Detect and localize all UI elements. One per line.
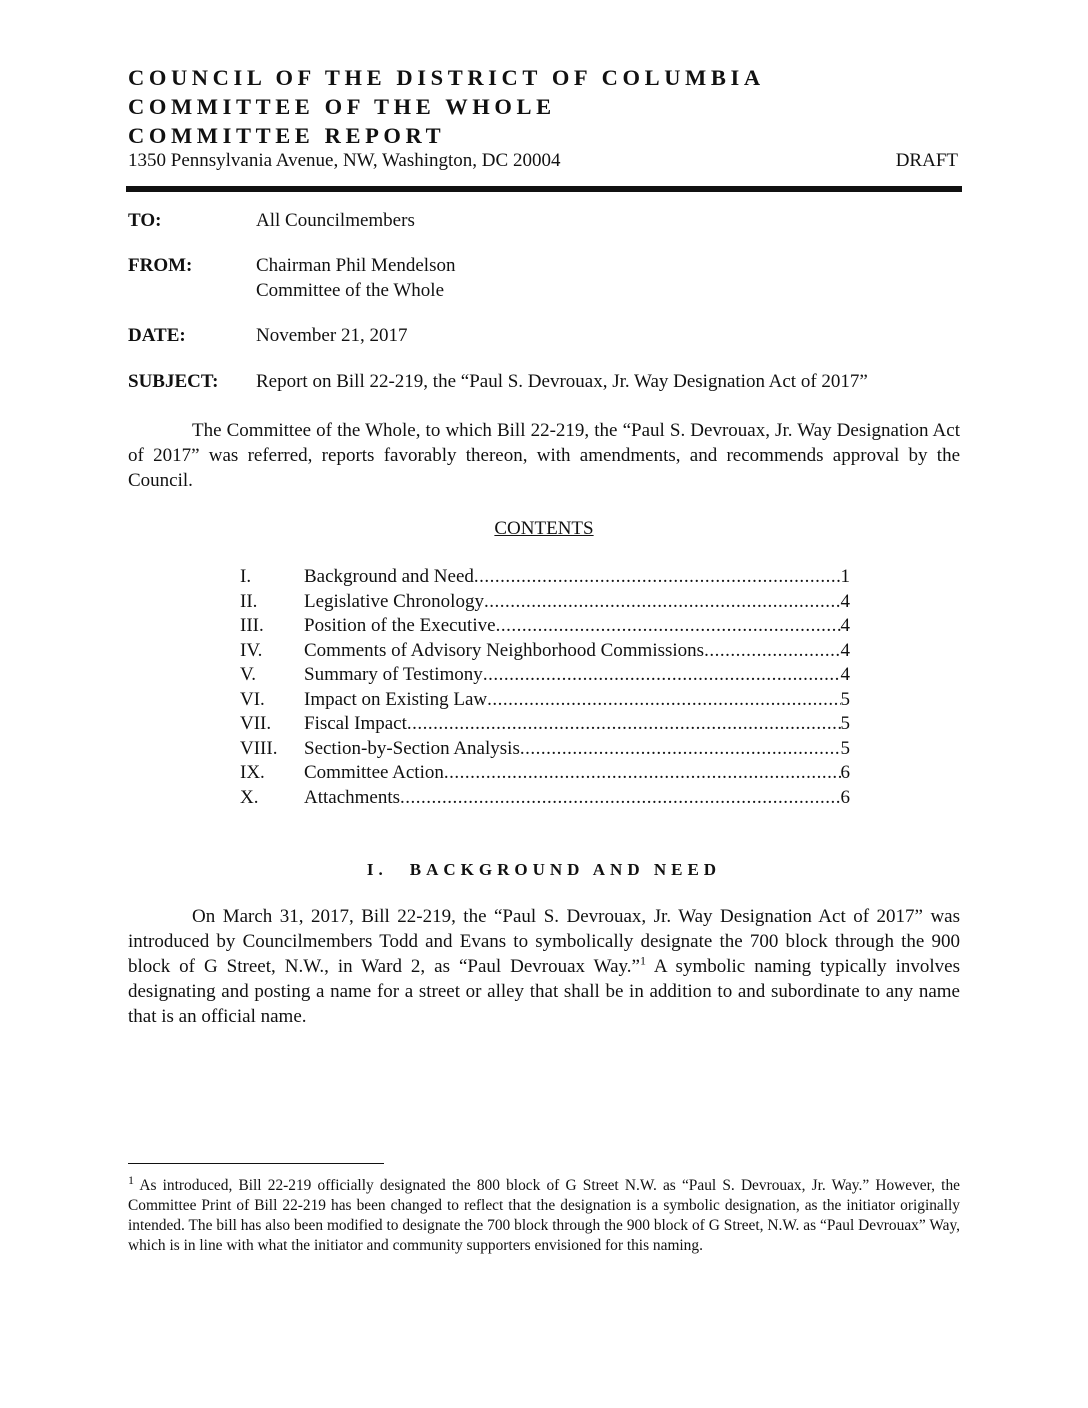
memo-to-label: TO: [128,210,162,231]
toc-entry-number: I. [240,566,252,587]
toc-entry-page: 4 [840,639,850,661]
toc-entry[interactable] [240,614,850,639]
toc-entry[interactable] [240,688,850,713]
toc-entry[interactable] [240,761,850,786]
toc-dot-leader [487,688,840,712]
toc-entry-line [304,614,850,638]
memo-from-value [256,253,455,303]
toc-entry[interactable] [240,712,850,737]
toc-entry-title: Comments of Advisory Neighborhood Commissions [304,639,705,661]
toc-entry-line [304,737,850,761]
memo-date-label: DATE: [128,325,186,346]
contents-heading: CONTENTS [494,518,594,539]
toc-dot-leader [400,786,840,810]
toc-entry-line [304,688,850,712]
footnote [128,1172,960,1256]
intro-paragraph: The Committee of the Whole, to which Bill 22-219, the “Paul S. Devrouax, Jr. Way Designation Act of 2017” was referred, reports favorably thereon, with amendments, and recommends approval by the Council. [128,420,960,491]
toc-entry-number: X. [240,786,259,808]
toc-dot-leader [407,712,841,736]
memo-subject-value: Report on Bill 22-219, the “Paul S. Devrouax, Jr. Way Designation Act of 2017” [256,371,868,392]
toc-entry-page: 6 [840,786,850,808]
toc-entry[interactable] [240,565,850,590]
toc-entry-line [304,639,850,663]
toc-entry-title: Section-by-Section Analysis [304,737,520,759]
draft-status-label: DRAFT [895,150,958,171]
memo-to-value: All Councilmembers [256,210,415,231]
toc-entry-page: 1 [840,566,850,587]
toc-entry-page: 5 [840,737,850,759]
toc-entry-title: Legislative Chronology [304,590,484,612]
table-of-contents [240,565,850,810]
background-text-part2: A symbolic naming typically involves designating and posting a name for a street or alley that shall be in addition to and subordinate to any name that is an official name. [128,956,961,1027]
toc-entry-number: IV. [240,639,263,661]
toc-dot-leader [474,565,841,589]
toc-entry[interactable] [240,639,850,664]
toc-dot-leader [484,590,841,614]
toc-entry-number: IX. [240,762,265,783]
toc-dot-leader [444,761,841,785]
toc-dot-leader [704,639,840,663]
toc-entry-page: 4 [840,590,850,612]
memo-date-value: November 21, 2017 [256,325,408,346]
memo-from-line2: Committee of the Whole [256,280,445,301]
toc-entry-title: Attachments [304,786,401,808]
toc-dot-leader [496,614,841,638]
footnote-marker: 1 [128,1172,134,1187]
section-heading-background [0,857,1088,882]
toc-entry[interactable] [240,737,850,762]
background-text-part1: On March 31, 2017, Bill 22-219, the “Paul S. Devrouax, Jr. Way Designation Act of 2017” was introduced by Councilmembers Todd and Evans to symbolically designate the 700 block through the 900 block of G Street, N.W., in Ward 2, as “Paul Devrouax Way.” [128,906,960,977]
report-type-heading: COMMITTEE REPORT [128,123,446,148]
toc-entry-line [304,761,850,785]
toc-entry-page: 5 [840,713,850,734]
section-number: I. [366,860,388,879]
toc-entry[interactable] [240,786,850,811]
toc-dot-leader [520,737,841,761]
toc-entry-line [304,786,850,810]
section-title: BACKGROUND AND NEED [409,860,722,879]
toc-entry-page: 6 [840,762,850,783]
background-paragraph [128,904,960,1029]
memo-from-line1: Chairman Phil Mendelson [256,255,456,276]
toc-entry-line [304,712,850,736]
council-address: 1350 Pennsylvania Avenue, NW, Washington, DC 20004 [128,150,561,171]
toc-entry-title: Committee Action [304,762,444,783]
council-name-heading: COUNCIL OF THE DISTRICT OF COLUMBIA [128,65,765,90]
header-divider-rule [126,186,962,192]
toc-entry-title: Position of the Executive [304,615,496,636]
toc-entry-number: II. [240,590,258,612]
toc-entry-title: Impact on Existing Law [304,688,488,710]
toc-entry[interactable] [240,590,850,615]
toc-entry-title: Fiscal Impact [304,713,407,734]
memo-from-label: FROM: [128,255,193,276]
toc-entry-number: V. [240,664,257,685]
toc-entry[interactable] [240,663,850,688]
toc-entry-page: 4 [840,615,850,636]
memo-subject-label: SUBJECT: [128,371,219,392]
toc-entry-page: 4 [840,664,850,685]
footnote-separator [128,1163,384,1164]
toc-entry-number: VI. [240,688,265,710]
toc-entry-number: VIII. [240,737,278,759]
toc-entry-line [304,565,850,589]
toc-entry-line [304,590,850,614]
toc-entry-title: Background and Need [304,566,474,587]
toc-entry-title: Summary of Testimony [304,664,483,685]
committee-name-heading: COMMITTEE OF THE WHOLE [128,94,556,119]
toc-entry-line [304,663,850,687]
footnote-text: As introduced, Bill 22-219 officially designated the 800 block of G Street N.W. as “Paul S. Devrouax, Jr. Way.” However, the Committee Print of Bill 22-219 has been changed to reflect that the designation is a symbolic designation, as the initiator originally intended. The bill has also been modified to designate the 700 block through the 900 block of G Street, N.W. as “Paul Devrouax” Way, which is in line with what the initiator and community supporters envisioned for this naming. [128,1177,960,1254]
toc-dot-leader [483,663,841,687]
toc-entry-number: III. [240,615,264,636]
footnote-reference[interactable]: 1 [639,953,646,968]
toc-entry-page: 5 [840,688,850,710]
toc-entry-number: VII. [240,713,272,734]
